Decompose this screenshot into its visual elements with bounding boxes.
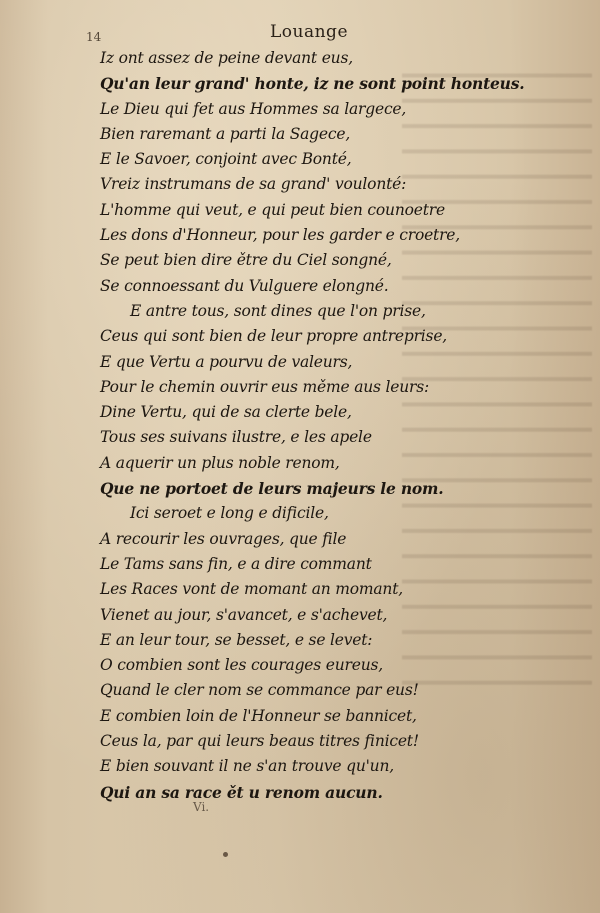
catchword: Vi. — [193, 800, 210, 814]
verse-line: A recourir les ouvrages, que file — [100, 529, 347, 548]
verse-line: Tous ses suivans ilustre, e les apele — [100, 428, 372, 447]
verse-line: Qu'an leur grand' honte, iz ne sont point honteus. — [100, 74, 525, 94]
verse-line: Ceus la, par qui leurs beaus titres finicet! — [100, 732, 419, 751]
verse-line: Le Dieu qui fet aus Hommes sa largece, — [100, 99, 407, 118]
verse-line: L'homme qui veut, e qui peut bien counoetre — [100, 200, 445, 219]
verse-line: E antre tous, sont dines que l'on prise, — [130, 301, 426, 320]
verse-line: Iz ont assez de peine devant eus, — [100, 49, 353, 67]
verse-line: Vienet au jour, s'avancet, e s'achevet, — [100, 605, 388, 624]
verse-line: E combien loin de l'Honneur se bannicet, — [100, 706, 417, 725]
ink-speck — [223, 852, 228, 857]
verse-line: Dine Vertu, qui de sa clerte bele, — [100, 403, 352, 422]
verse-line: Les dons d'Honneur, pour les garder e croetre, — [100, 226, 460, 245]
verse-line: Que ne portoet de leurs majeurs le nom. — [100, 479, 444, 499]
verse-line: A aquerir un plus noble renom, — [100, 453, 340, 472]
verse-line: Ici seroet e long e dificile, — [130, 504, 329, 523]
verse-line: Ceus qui sont bien de leur propre antreprise, — [100, 327, 448, 346]
verse-line: Quand le cler nom se commance par eus! — [100, 681, 419, 700]
verse-line: E bien souvant il ne s'an trouve qu'un, — [100, 757, 394, 776]
verse-line: E le Savoer, conjoint avec Bonté, — [100, 150, 352, 169]
page-number: 14 — [86, 30, 102, 44]
verse-line: Pour le chemin ouvrir eus měme aus leurs: — [100, 377, 429, 396]
running-head-title: Louange — [270, 22, 348, 42]
verse-line: Se connoessant du Vulguere elongné. — [100, 276, 389, 295]
verse-line: Vreiz instrumans de sa grand' voulonté: — [100, 175, 407, 194]
verse-line: Bien raremant a parti la Sagece, — [100, 124, 351, 143]
verse-line: Se peut bien dire ětre du Ciel songné, — [100, 251, 392, 270]
verse-line: E an leur tour, se besset, e se levet: — [100, 630, 373, 649]
verse-line: Le Tams sans fin, e a dire commant — [100, 554, 372, 573]
verse-line: O combien sont les courages eureus, — [100, 656, 383, 675]
verse-line: Les Races vont de momant an momant, — [100, 580, 403, 599]
poem-text — [100, 46, 570, 805]
verse-line: E que Vertu a pourvu de valeurs, — [100, 352, 353, 371]
verse-line: Qui an sa race ět u renom aucun. — [100, 782, 383, 802]
